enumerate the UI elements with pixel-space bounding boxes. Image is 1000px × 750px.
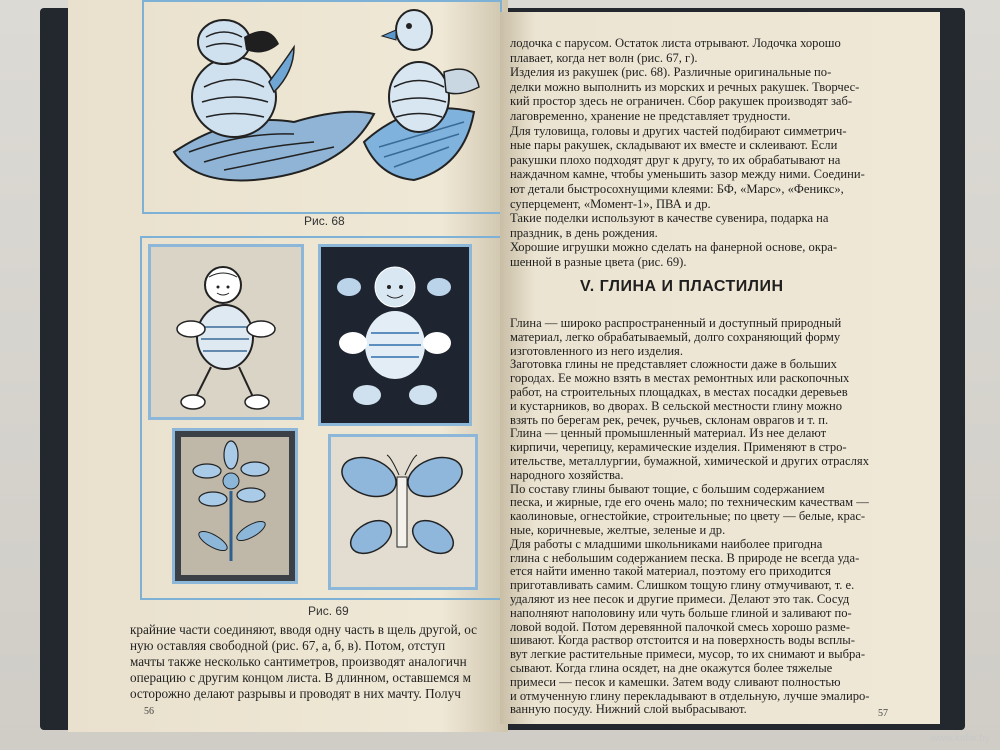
shell-duck-left xyxy=(174,20,374,180)
top-lines-line: Изделия из ракушек (рис. 68). Различные оригинальные по- xyxy=(510,65,832,80)
bottom-lines-line: материал, легко обрабатываемый, долго сохраняющий форму xyxy=(510,329,841,344)
bottom-lines-line: ванную посуду. Нижний слой выбрасывают. xyxy=(510,702,747,717)
bottom-lines-line: кирпичи, черепицу, керамические изделия. Применяют в стро- xyxy=(510,440,847,455)
bottom-lines-line: сывают. Когда глина осядет, на дне окажутся более тяжелые xyxy=(510,661,833,675)
bottom-lines-line: наполняют наполовину или чуть больше глиной и заливают по- xyxy=(510,605,852,620)
bottom-lines-line: шивают. Когда раствор отстоится и на поверхность воды всплы- xyxy=(510,633,855,648)
chapter-heading: V. ГЛИНА И ПЛАСТИЛИН xyxy=(580,278,784,295)
bottom-lines-line: песка, и жирные, где его очень мало; по техническим качествам — xyxy=(510,495,869,510)
panel-shell-flower xyxy=(172,428,298,584)
bottom-lines-line: и отмученную глину перекладывают в отдельную, лучше эмалиро- xyxy=(510,688,870,703)
bottom-lines-line: ительстве, металлургии, бумажной, химической и других отраслях xyxy=(510,454,869,468)
bottom-lines-line: и кустарников, во дворах. В сельской местности глину можно xyxy=(510,398,842,413)
bottom-lines-line: Заготовка глины не представляет сложности даже в больших xyxy=(510,357,837,372)
figure-69-frame xyxy=(140,236,502,600)
bottom-lines-line: работ, на строительных площадках, в местах посадки деревьев xyxy=(510,385,848,399)
bottom-lines-line: городах. Ее можно взять в местах ремонтных или раскопочных xyxy=(510,371,850,386)
top-lines-line: праздник, в день рождения. xyxy=(510,225,658,240)
figure-69-caption: Рис. 69 xyxy=(308,604,349,618)
right-page-number: 57 xyxy=(878,708,888,719)
shell-figure-light-icon xyxy=(151,247,301,417)
bottom-lines-line: приготавливать самим. Слишком тощую глину отмучивают, т. е. xyxy=(510,578,855,593)
top-lines-line: плавает, когда нет волн (рис. 67, г). xyxy=(510,50,698,65)
figure-68-caption: Рис. 68 xyxy=(304,214,345,228)
shell-bird-right xyxy=(364,10,479,180)
bottom-lines-line: взять по берегам рек, речек, ручьев, склонам оврагов и т. п. xyxy=(510,412,829,427)
bottom-lines-line: народного хозяйства. xyxy=(510,467,624,482)
bottom-lines-line: каолиновые, огнестойкие, строительные; по цвету — белые, крас- xyxy=(510,509,866,524)
shell-flower-icon xyxy=(175,431,295,581)
top-lines-line: лодочка с парусом. Остаток листа отрывают. Лодочка хорошо xyxy=(510,36,841,50)
bottom-lines-line: Для работы с младшими школьниками наиболее пригодна xyxy=(510,536,823,551)
bottom-lines-line: ется найти именно такой материал, поэтому его приходится xyxy=(510,564,831,579)
left-text-line-5: осторожно делают разрывы и проводят в них мачту. Получ xyxy=(130,686,461,701)
bottom-lines-line: ловой водой. Потом деревянной палочкой смесь хорошо разме- xyxy=(510,619,850,634)
top-lines-line: Такие поделки используют в качестве сувенира, подарка на xyxy=(510,211,829,226)
top-lines-line: ракушки плохо подходят друг к другу, то их обрабатывают на xyxy=(510,152,841,167)
bottom-lines-line: ные, коричневые, желтые, зеленые и др. xyxy=(510,523,726,537)
bottom-lines-line: По составу глины бывают тощие, с большим содержанием xyxy=(510,481,825,496)
right-page xyxy=(500,12,940,724)
bottom-lines-line: глина с небольшим содержанием песка. В природе не всегда уда- xyxy=(510,550,860,565)
top-lines-line: шенной в разные цвета (рис. 69). xyxy=(510,255,687,269)
bottom-lines-line: изготовленного из него изделия. xyxy=(510,343,683,358)
left-text-line-2: ную оставляя свободной (рис. 67, а, б, в). Потом, отступ xyxy=(130,638,446,653)
panel-shell-butterfly xyxy=(328,434,478,590)
shell-figure-dark-icon xyxy=(321,247,469,423)
top-lines-line: ные пары ракушек, складывают их вместе и склеивают. Если xyxy=(510,138,838,153)
left-page-number: 56 xyxy=(144,706,154,717)
watermark: www.kufar.by xyxy=(931,733,990,744)
panel-shell-figure-dark xyxy=(318,244,472,426)
top-lines-line: Для туловища, головы и других частей подбирают симметрич- xyxy=(510,123,847,138)
bottom-lines-line: Глина — ценный промышленный материал. Из нее делают xyxy=(510,426,827,441)
left-text-line-1: крайние части соединяют, вводя одну часть в щель другой, ос xyxy=(130,622,478,637)
figure-68-frame xyxy=(142,0,502,214)
top-lines-line: суперцемент, «Момент-1», ПВА и др. xyxy=(510,196,711,211)
top-lines-line: лаговременно, хранение не представляет трудности. xyxy=(510,109,791,123)
top-lines-line: кий простор здесь не ограничен. Сбор ракушек производят заб- xyxy=(510,94,853,109)
top-lines-line: ют детали быстросохнущими клеями: БФ, «Марс», «Феникс», xyxy=(510,182,844,196)
top-lines-line: делки можно выполнить из морских и речных ракушек. Творчес- xyxy=(510,79,860,94)
bottom-lines-line: удаляют из нее песок и другие примеси. Делают это так. Сосуд xyxy=(510,592,850,606)
bottom-lines-line: примеси — песок и камешки. Затем воду сливают полностью xyxy=(510,674,841,689)
left-text-line-4: операцию с другим концом листа. В длинном, оставшемся м xyxy=(130,670,472,685)
top-lines-line: Хорошие игрушки можно сделать на фанерной основе, окра- xyxy=(510,240,838,255)
figure-68-illustration xyxy=(144,2,500,212)
top-lines-line: наждачном камне, чтобы уменьшить зазор между ними. Соедини- xyxy=(510,167,865,182)
shell-butterfly-icon xyxy=(331,437,475,587)
left-page xyxy=(68,0,508,732)
bottom-lines-line: Глина — широко распространенный и доступный природный xyxy=(510,316,842,330)
panel-shell-figure-light xyxy=(148,244,304,420)
left-text-line-3: мачты также несколько сантиметров, производят аналогичн xyxy=(130,654,467,669)
bottom-lines-line: вут легкие растительные примеси, мусор, то их снимают и выбра- xyxy=(510,647,866,662)
